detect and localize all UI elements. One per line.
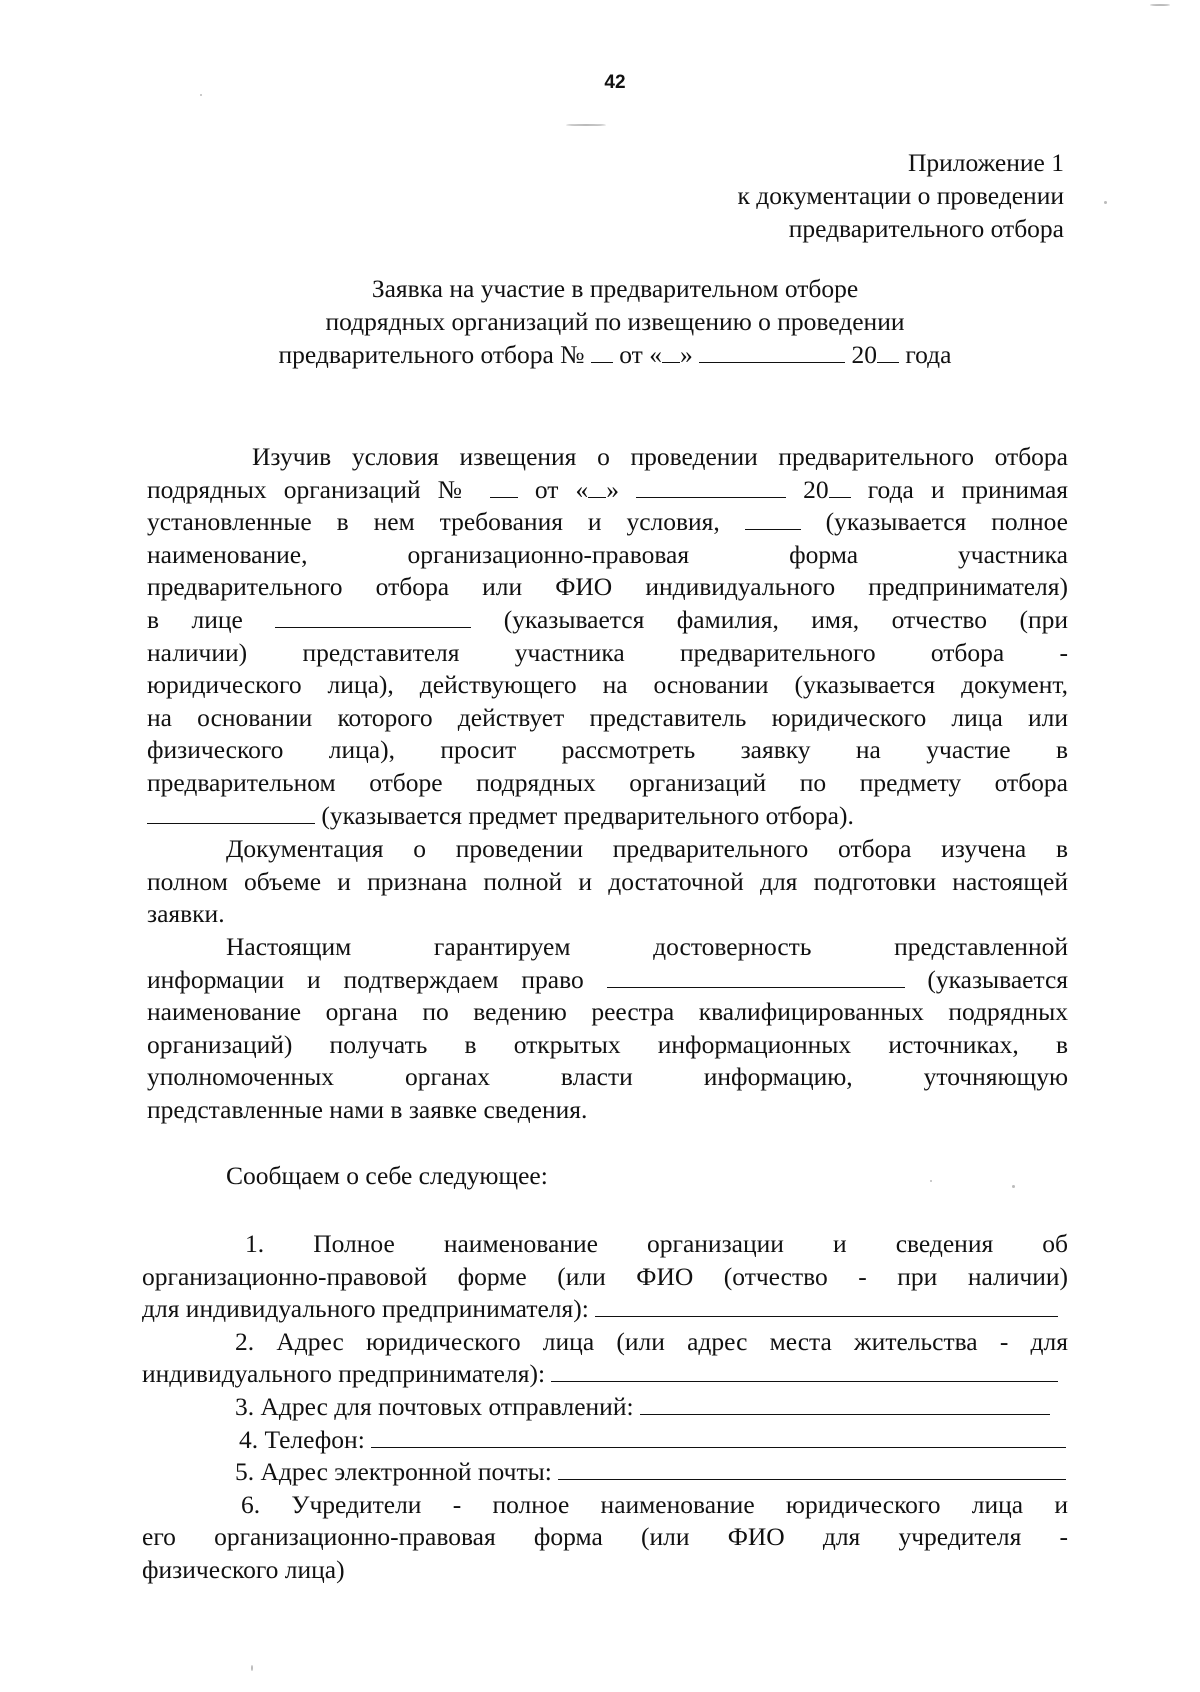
text-line: организаций) получать в открытых информационных источниках, в <box>147 1029 1068 1059</box>
text-line <box>147 964 1068 997</box>
title-line <box>0 338 1200 371</box>
title-line: Заявка на участие в предварительном отборе <box>371 274 859 303</box>
item-line <box>142 1358 1058 1391</box>
year-blank <box>829 475 851 498</box>
item-label: для индивидуального предпринимателя): <box>142 1294 589 1324</box>
text-fragment: от « <box>534 474 589 504</box>
text-fragment: установленные в нем требования и условия, <box>147 507 720 537</box>
item-label: 5. Адрес электронной почты: <box>235 1457 552 1487</box>
item-line: 1. Полное наименование организации и сведения об <box>245 1229 1068 1258</box>
date-group <box>535 475 619 504</box>
guarantee-paragraph <box>147 931 1068 1127</box>
intro-paragraph <box>147 441 1068 832</box>
text-fragment: 20 <box>803 474 829 504</box>
scan-speck <box>1012 1185 1015 1188</box>
scan-speck <box>251 1665 253 1671</box>
text-fragment: подрядных организаций № <box>147 474 473 504</box>
text-fragment: информации и подтверждаем право <box>147 964 584 994</box>
registry-organ-blank <box>607 965 905 988</box>
scan-speck <box>566 124 606 126</box>
title-text: 20 <box>851 340 877 369</box>
legal-address-blank <box>551 1359 1058 1382</box>
item-label: 3. Адрес для почтовых отправлений: <box>235 1391 634 1421</box>
text-line: заявки. <box>147 899 225 929</box>
title-text: » <box>679 340 693 369</box>
item-label: 4. Телефон: <box>239 1424 365 1454</box>
item-label: индивидуального предпринимателя): <box>142 1359 546 1389</box>
number-blank <box>591 340 613 363</box>
year-blank <box>877 340 899 363</box>
participant-blank <box>745 507 801 530</box>
text-fragment: (указывается полное <box>825 507 1069 537</box>
text-line: уполномоченных органах власти информацию, уточняющую <box>147 1062 1068 1092</box>
email-blank <box>558 1457 1066 1480</box>
item-line: организационно-правовой форме (или ФИО (отчество - при наличии) <box>142 1261 1068 1291</box>
org-name-blank <box>595 1294 1058 1317</box>
phone-blank <box>371 1425 1066 1448</box>
item-line: физического лица) <box>142 1554 345 1584</box>
doc-studied-paragraph <box>147 833 1068 931</box>
text-line: Настоящим гарантируем достоверность представленной <box>226 932 1068 961</box>
item-line <box>142 1456 1066 1489</box>
text-line: наименование органа по ведению реестра квалифицированных подрядных <box>147 997 1068 1027</box>
text-line: представленные нами в заявке сведения. <box>147 1094 588 1124</box>
text-line: Изучив условия извещения о проведении предварительного отбора <box>252 442 1068 471</box>
appendix-line: предварительного отбора <box>788 214 1064 243</box>
text-fragment: (указывается <box>927 964 1068 994</box>
appendix-header <box>738 146 1065 245</box>
page-number: 42 <box>604 72 626 93</box>
item-line <box>142 1293 1058 1326</box>
scan-speck <box>200 94 202 96</box>
report-heading: Сообщаем о себе следующее: <box>226 1161 548 1190</box>
text-line <box>147 474 1068 507</box>
postal-address-blank <box>640 1392 1050 1415</box>
text-fragment: года и принимая <box>867 474 1069 504</box>
title-text: от « <box>619 340 662 369</box>
item-line <box>142 1391 1050 1424</box>
month-blank <box>699 340 845 363</box>
number-blank <box>490 475 518 498</box>
title-text: года <box>905 340 952 369</box>
info-items <box>142 1228 1068 1587</box>
scan-speck <box>1150 4 1170 6</box>
month-blank <box>636 475 786 498</box>
text-line <box>147 604 1068 637</box>
text-line <box>147 800 1068 833</box>
text-line: Документация о проведении предварительного отбора изучена в <box>226 834 1068 863</box>
day-blank <box>662 340 680 363</box>
text-fragment: (указывается фамилия, имя, отчество (при <box>503 604 1068 634</box>
scan-speck <box>1104 201 1107 204</box>
text-line: юридического лица), действующего на основании (указывается документ, <box>147 670 1068 700</box>
scan-speck <box>930 1180 932 1182</box>
appendix-line: Приложение 1 <box>908 148 1064 177</box>
item-line <box>142 1424 1066 1457</box>
text-line: физического лица), просит рассмотреть заявку на участие в <box>147 735 1068 765</box>
representative-blank <box>275 605 471 628</box>
document-title <box>0 272 1200 371</box>
title-line: подрядных организаций по извещению о проведении <box>325 307 905 336</box>
item-line: 2. Адрес юридического лица (или адрес места жительства - для <box>235 1326 1068 1356</box>
text-fragment: в лице <box>147 604 243 634</box>
text-line: на основании которого действует представитель юридического лица или <box>147 702 1068 732</box>
appendix-line: к документации о проведении <box>737 181 1064 210</box>
text-line: полном объеме и признана полной и достаточной для подготовки настоящей <box>147 866 1068 896</box>
day-blank <box>588 475 606 498</box>
text-line <box>147 506 1068 539</box>
text-line: предварительном отборе подрядных организаций по предмету отбора <box>147 767 1068 797</box>
text-line: наличии) представителя участника предварительного отбора - <box>147 637 1068 667</box>
text-line: предварительного отбора или ФИО индивидуального предпринимателя) <box>147 572 1068 602</box>
item-line: его организационно-правовая форма (или ФИО для учредителя - <box>142 1522 1068 1552</box>
text-line: наименование, организационно-правовая форма участника <box>147 539 1068 569</box>
text-fragment: » <box>606 474 619 504</box>
title-text: предварительного отбора № <box>278 340 585 369</box>
item-line: 6. Учредители - полное наименование юридического лица и <box>241 1489 1068 1519</box>
year-group <box>803 475 851 504</box>
subject-blank <box>147 801 315 824</box>
report-heading-block <box>147 1160 1068 1193</box>
blank-group <box>490 475 518 504</box>
text-fragment: (указывается предмет предварительного отбора). <box>321 800 854 830</box>
